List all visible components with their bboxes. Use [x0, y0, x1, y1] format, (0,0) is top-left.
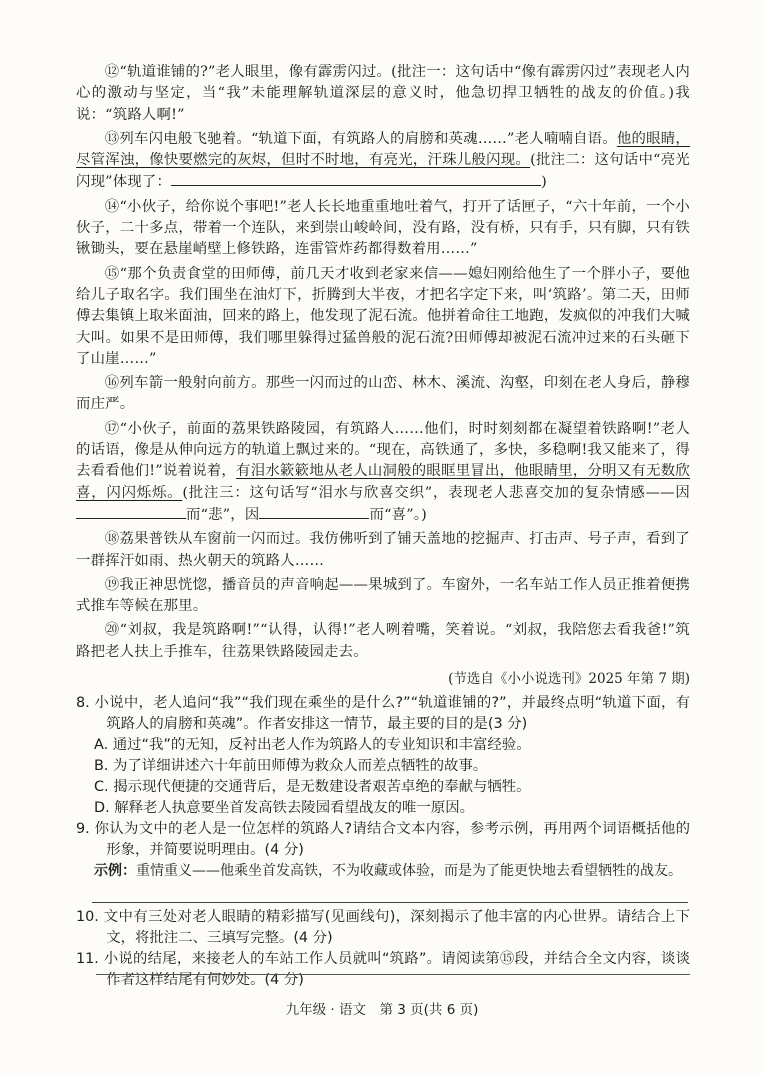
paragraph-20-text: ⑳“刘叔，我是筑路啊!”“认得，认得!”老人咧着嘴，笑着说。“刘叔，我陪您去看我爸!”筑路把老人扶上手推车，往荔果铁路陵园走去。 [76, 622, 690, 660]
source-citation: (节选自《小小说选刊》2025 年第 7 期) [448, 671, 690, 688]
question-8: 8. 小说中，老人追问“我”“我们现在乘坐的是什么?”“轨道谁铺的?”，并最终点明“轨道下面，有筑路人的肩膀和英魂”。作者安排这一情节，最主要的目的是(3 分) [76, 695, 690, 733]
paragraph-19-text: ⑲我正神思恍惚，播音员的声音响起——果城到了。车窗外，一名车站工作人员正推着便携式推车等候在那里。 [76, 576, 690, 615]
question-11: 11. 小说的结尾，来接老人的车站工作人员就叫“筑路”。请阅读第⑮段，并结合全文内容，谈谈作者这样结尾有何妙处。(4 分) [76, 951, 690, 989]
annotation-3-blank-2[interactable] [259, 504, 369, 519]
paragraph-15 [76, 264, 690, 370]
paragraph-14 [76, 197, 690, 261]
page-footer: 九年级 · 语文 第 3 页(共 6 页) [285, 1002, 479, 1018]
paragraph-20 [76, 620, 690, 663]
question-9-example [76, 861, 690, 882]
footer-divider [96, 974, 690, 975]
paragraph-14-text: ⑭“小伙子，给你说个事吧!”老人长长地重重地吐着气，打开了话匣子，“六十年前，一个小伙子，二十多点，带着一个连队，来到崇山峻岭间，没有路，没有桥，只有手，只有脚，只有铁锹锄头，要在悬崖峭壁上修铁路，连雷管炸药都得数着用……” [76, 198, 690, 258]
paragraph-16-text: ⑯列车箭一般射向前方。那些一闪而过的山峦、林木、溪流、沟壑，印刻在老人身后，静穆而庄严。 [76, 375, 690, 413]
annotation-2-close: ) [541, 174, 547, 191]
paragraph-12 [76, 62, 690, 126]
paragraph-16 [76, 373, 690, 416]
option-a[interactable]: A. 通过“我”的无知，反衬出老人作为筑路人的专业知识和丰富经验。 [94, 737, 531, 754]
annotation-2-blank[interactable] [171, 171, 541, 186]
annotation-3-blank-1[interactable] [76, 504, 186, 519]
annotation-3-close: 而“喜”。) [369, 506, 427, 523]
underlined-eye-description-3: 有泪水簌簌地从老人山洞般的眼眶里冒出，他眼睛里，分明又有无数欣喜，闪闪烁烁。 [76, 463, 690, 501]
paragraph-18 [76, 529, 690, 572]
annotation-3-mid: 而“悲”，因 [186, 506, 260, 523]
paragraph-19 [76, 575, 690, 618]
annotation-3-text: (批注三：这句话写“泪水与欣喜交织”，表现老人悲喜交加的复杂情感——因 [182, 484, 690, 501]
annotation-2-text: (批注二：这句话中“亮光闪现”体现了： [76, 152, 691, 191]
question-10: 10. 文中有三处对老人眼睛的精彩描写(见画线句)，深刻揭示了他丰富的内心世界。请结合上下文，将批注二、三填写完整。(4 分) [76, 909, 690, 947]
paragraph-13 [76, 129, 690, 194]
example-text: 重情重义——他乘坐首发高铁，不为收藏或体验，而是为了能更快地去看望牺牲的战友。 [136, 863, 682, 880]
question-9: 9. 你认为文中的老人是一位怎样的筑路人?请结合文本内容，参考示例，再用两个词语概括他的形象，并简要说明理由。(4 分) [76, 821, 690, 859]
paragraph-18-text: ⑱荔果普铁从车窗前一闪而过。我仿佛听到了铺天盖地的挖掘声、打击声、号子声，看到了一群挥汗如雨、热火朝天的筑路人…… [76, 531, 690, 569]
question-9-answer-line[interactable] [92, 882, 688, 903]
option-b[interactable]: B. 为了详细讲述六十年前田师傅为救众人而差点牺牲的故事。 [94, 758, 488, 775]
option-d[interactable]: D. 解释老人执意要坐首发高铁去陵园看望战友的唯一原因。 [94, 800, 474, 817]
paragraph-17 [76, 419, 690, 526]
paragraph-17-text: ⑰“小伙子，前面的荔果铁路陵园，有筑路人……他们，时时刻刻都在凝望着铁路啊!”老人的话语，像是从伸向远方的轨道上飘过来的。“现在，高铁通了，多快，多稳啊!我又能来了，得去看看他们!”说着说着， [76, 420, 690, 480]
paragraph-12-text: ⑫“轨道谁铺的?”老人眼里，像有霹雳闪过。(批注一：这句话中“像有霹雳闪过”表现老人内心的激动与坚定，当“我”未能理解轨道深层的意义时，他急切捍卫牺牲的战友的价值。)我说：“筑路人啊!” [76, 64, 690, 123]
paragraph-15-text: ⑮“那个负责食堂的田师傅，前几天才收到老家来信——媳妇刚给他生了一个胖小子，要他给儿子取名字。我们围坐在油灯下，折腾到大半夜，才把名字定下来，叫‘筑路’。第二天，田师傅去集镇上取米面油，回来的路上，他发现了泥石流。他拼着命往工地跑，发疯似的冲我们大喊大叫。如果不是田师傅，我们哪里躲得过猛兽般的泥石流?田师傅却被泥石流冲过来的石头砸下了山崖……” [76, 265, 690, 367]
paragraph-13-text: ⑬列车闪电般飞驰着。“轨道下面，有筑路人的肩膀和英魂……”老人喃喃自语。 [104, 130, 617, 147]
example-label: 示例： [94, 863, 136, 880]
option-c[interactable]: C. 揭示现代便捷的交通背后，是无数建设者艰苦卓绝的奉献与牺牲。 [94, 779, 531, 796]
underlined-eye-description-2: 他的眼睛，尽管浑浊，像快要燃完的灰烬，但时不时地，有亮光，汗珠儿般闪现。 [76, 130, 690, 169]
